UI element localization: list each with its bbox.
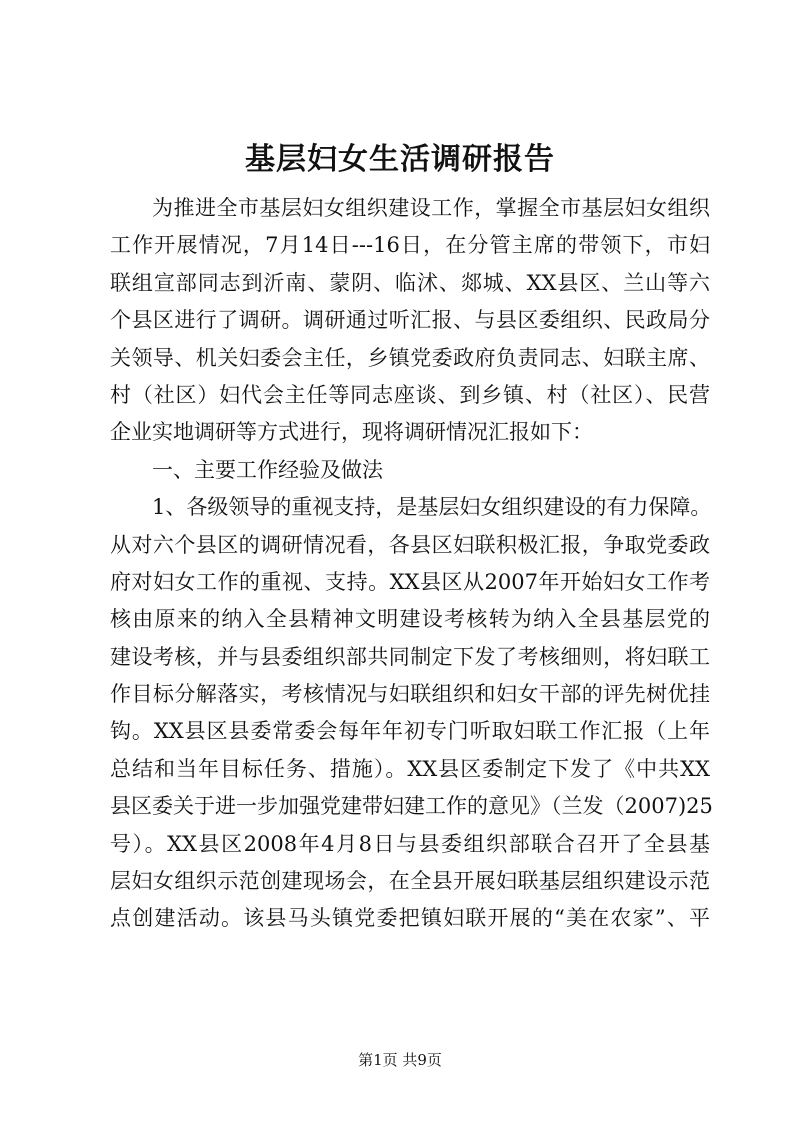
text-line: 企业实地调研等方式进行，现将调研情况汇报如下： [110,420,593,445]
text-line: 府对妇女工作的重视、支持。XX县区从2007年开始妇女工作考 [110,569,710,594]
text-line: 工作开展情况，7月14日---16日，在分管主席的带领下，市妇 [110,233,710,258]
text-line: 点创建活动。该县马头镇党委把镇妇联开展的“美在农家”、平 [110,906,710,931]
document-body [110,190,713,938]
text-line: 关领导、机关妇委会主任，乡镇党委政府负责同志、妇联主席、 [110,345,710,370]
text-line: 核由原来的纳入全县精神文明建设考核转为纳入全县基层党的 [110,607,710,632]
text-line: 为推进全市基层妇女组织建设工作，掌握全市基层妇女组织 [152,196,710,220]
text-line: 层妇女组织示范创建现场会，在全县开展妇联基层组织建设示范 [110,869,710,894]
text-line: 个县区进行了调研。调研通过听汇报、与县区委组织、民政局分 [110,308,710,333]
document-title: 基层妇女生活调研报告 [245,142,555,177]
section-heading: 一、主要工作经验及做法 [152,457,383,482]
text-line: 号）。XX县区2008年4月8日与县委组织部联合召开了全县基 [110,831,710,856]
text-line: 钩。XX县区县委常委会每年年初专门听取妇联工作汇报（上年 [110,719,710,744]
text-line: 从对六个县区的调研情况看，各县区妇联积极汇报，争取党委政 [110,532,710,557]
page-number: 第1页 共9页 [358,1051,442,1069]
text-line: 总结和当年目标任务、措施）。XX县区委制定下发了《中共XX [110,756,710,781]
text-line: 1、各级领导的重视支持，是基层妇女组织建设的有力保障。 [152,495,712,520]
text-line: 联组宣部同志到沂南、蒙阴、临沭、郯城、XX县区、兰山等六 [110,270,710,295]
text-line: 村（社区）妇代会主任等同志座谈、到乡镇、村（社区）、民营 [110,382,710,407]
text-line: 作目标分解落实，考核情况与妇联组织和妇女干部的评先树优挂 [110,682,710,707]
text-line: 县区委关于进一步加强党建带妇建工作的意见》（兰发（2007)25 [110,794,713,819]
text-line: 建设考核，并与县委组织部共同制定下发了考核细则，将妇联工 [110,644,710,669]
